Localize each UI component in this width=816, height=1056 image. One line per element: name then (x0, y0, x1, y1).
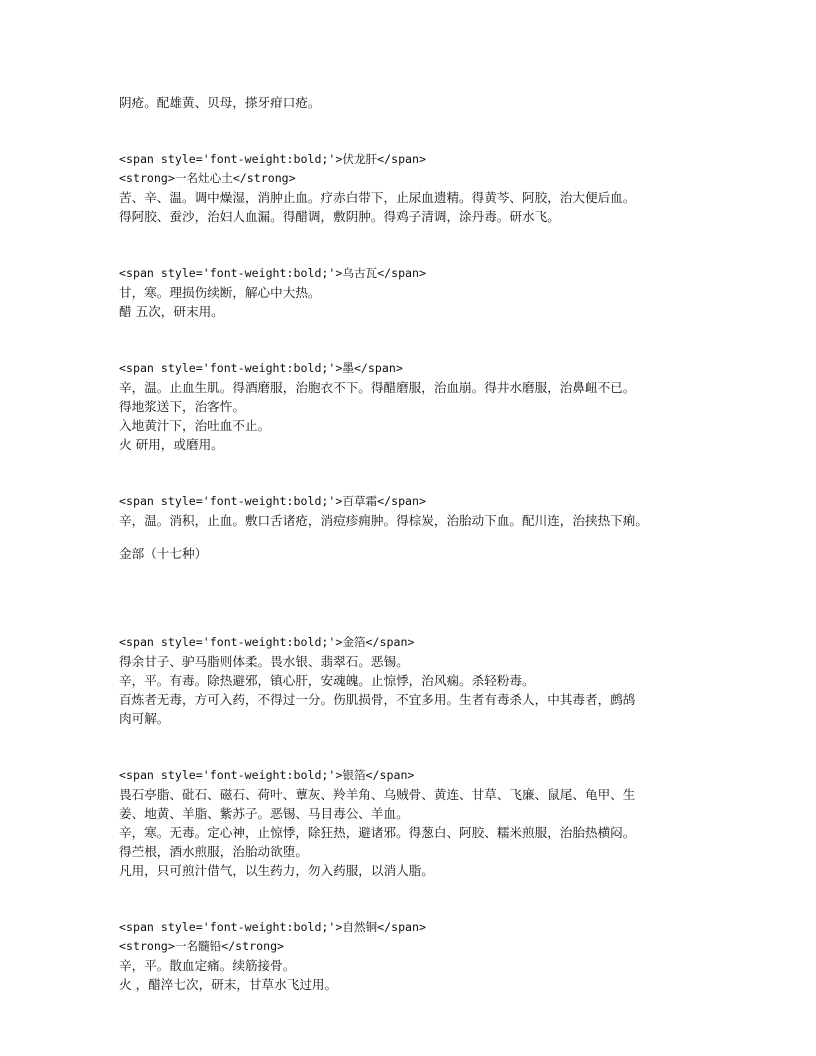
spacer (119, 728, 709, 766)
spacer (119, 226, 709, 264)
entry-wuguwa (119, 264, 709, 321)
entry-line: 火 研用，或磨用。 (119, 437, 224, 452)
entry-line: 姜、地黄、羊脂、紫苏子。恶锡、马目毒公、羊血。 (119, 806, 409, 821)
entry-line: 辛，温。止血生肌。得酒磨服，治胞衣不下。得醋磨服，治血崩。得井水磨服，治鼻衄不已。 (119, 380, 636, 395)
spacer (119, 321, 709, 359)
entry-zirantong (119, 918, 709, 994)
entry-line: 辛，温。消积，止血。敷口舌诸疮，消痘疹痈肿。得棕炭，治胎动下血。配川连，治挟热下痢。 (119, 513, 648, 528)
section-title: 金部（十七种） (119, 546, 208, 561)
spacer (119, 563, 709, 619)
entry-alias: <strong>一名髓铅</strong> (119, 939, 285, 953)
entry-baicaoshuang (119, 492, 709, 530)
entry-line: 百炼者无毒，方可入药，不得过一分。伤肌损骨，不宜多用。生者有毒杀人，中其毒者，鹧鸪 (119, 692, 636, 707)
entry-header: <span style='font-weight:bold;'>银箔</span> (119, 768, 415, 782)
entry-line: 辛，寒。无毒。定心神，止惊悸，除狂热，避诸邪。得葱白、阿胶、糯米煎服，治胎热横闷。 (119, 825, 636, 840)
entry-header: <span style='font-weight:bold;'>自然铜</span> (119, 920, 427, 934)
spacer (119, 530, 709, 544)
entry-mo (119, 359, 709, 454)
entry-header: <span style='font-weight:bold;'>乌古瓦</span> (119, 266, 427, 280)
document-page (119, 93, 709, 994)
entry-fulonggan (119, 150, 709, 226)
entry-line: 火 ，醋淬七次，研末，甘草水飞过用。 (119, 977, 338, 992)
entry-line: 得苎根，酒水煎服，治胎动欲堕。 (119, 844, 308, 859)
entry-header: <span style='font-weight:bold;'>墨</span> (119, 361, 403, 375)
entry-header: <span style='font-weight:bold;'>金箔</span> (119, 635, 415, 649)
entry-line: 苦、辛、温。调中燥湿，消肿止血。疗赤白带下，止尿血遗精。得黄芩、阿胶，治大便后血。 (119, 190, 636, 205)
entry-header: <span style='font-weight:bold;'>百草霜</span> (119, 494, 427, 508)
entry-line: 得地浆送下，治客忤。 (119, 399, 245, 414)
entry-header: <span style='font-weight:bold;'>伏龙肝</span> (119, 152, 427, 166)
entry-line: 醋 五次，研末用。 (119, 304, 224, 319)
entry-line: 辛，平。有毒。除热避邪，镇心肝，安魂魄。止惊悸，治风痫。杀轻粉毒。 (119, 673, 535, 688)
entry-yinbo (119, 766, 709, 880)
entry-line: 畏石亭脂、砒石、磁石、荷叶、蕈灰、羚羊角、乌贼骨、黄连、甘草、飞廉、鼠尾、龟甲、生 (119, 787, 636, 802)
spacer (119, 880, 709, 918)
entry-line: 得阿胶、蚕沙，治妇人血漏。得醋调，敷阴肿。得鸡子清调，涂丹毒。研水飞。 (119, 209, 560, 224)
entry-line: 肉可解。 (119, 711, 170, 726)
entry-line: 凡用，只可煎汁借气，以生药力，勿入药服，以消人脂。 (119, 863, 434, 878)
entry-line: 得余甘子、驴马脂则体柔。畏水银、翡翠石。恶锡。 (119, 654, 409, 669)
spacer (119, 619, 709, 633)
entry-line: 入地黄汁下，治吐血不止。 (119, 418, 271, 433)
entry-jinbo (119, 633, 709, 728)
entry-line: 甘，寒。理损伤续断，解心中大热。 (119, 285, 321, 300)
entry-line: 辛，平。散血定痛。续筋接骨。 (119, 958, 296, 973)
spacer (119, 112, 709, 150)
spacer (119, 454, 709, 492)
entry-alias: <strong>一名灶心土</strong> (119, 171, 296, 185)
intro-text: 阴疮。配雄黄、贝母，搽牙疳口疮。 (119, 95, 321, 110)
